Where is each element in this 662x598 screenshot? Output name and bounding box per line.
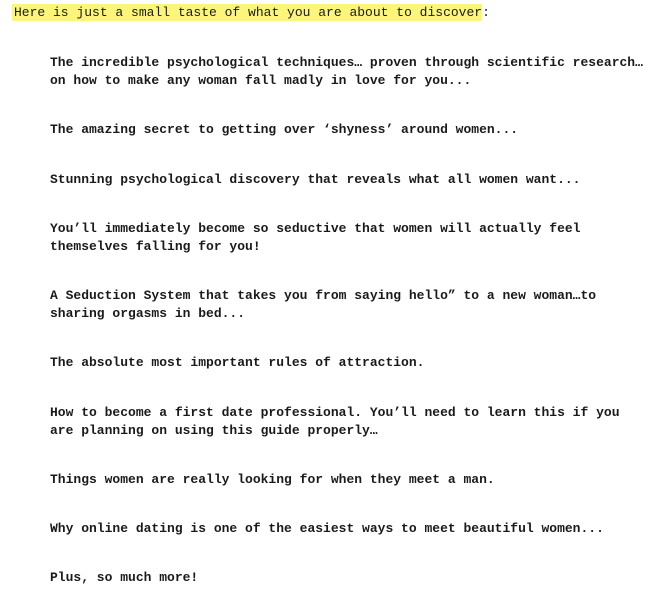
benefit-item-1: The incredible psychological techniques… proven through scientific research… on how to make any woman fall madly in love for you... (50, 55, 643, 88)
benefit-item-9: Why online dating is one of the easiest ways to meet beautiful women... (50, 521, 604, 536)
benefit-item-8: Things women are really looking for when they meet a man. (50, 472, 495, 487)
benefit-item-7: How to become a first date professional. You’ll need to learn this if you are planning on using this guide properly… (50, 405, 620, 438)
benefit-item-5: A Seduction System that takes you from saying hello” to a new woman…to sharing orgasms in bed... (50, 288, 597, 321)
benefit-item-2: The amazing secret to getting over ‘shyness’ around women... (50, 122, 519, 137)
benefit-item-4: You’ll immediately become so seductive that women will actually feel themselves falling for you! (50, 221, 581, 254)
intro-highlight: Here is just a small taste of what you are about to discover (14, 5, 483, 20)
benefit-item-3: Stunning psychological discovery that reveals what all women want... (50, 172, 581, 187)
intro-colon: : (482, 5, 490, 20)
benefit-item-10: Plus, so much more! (50, 570, 199, 585)
intro-heading (12, 4, 490, 22)
benefit-item-6: The absolute most important rules of attraction. (50, 355, 425, 370)
